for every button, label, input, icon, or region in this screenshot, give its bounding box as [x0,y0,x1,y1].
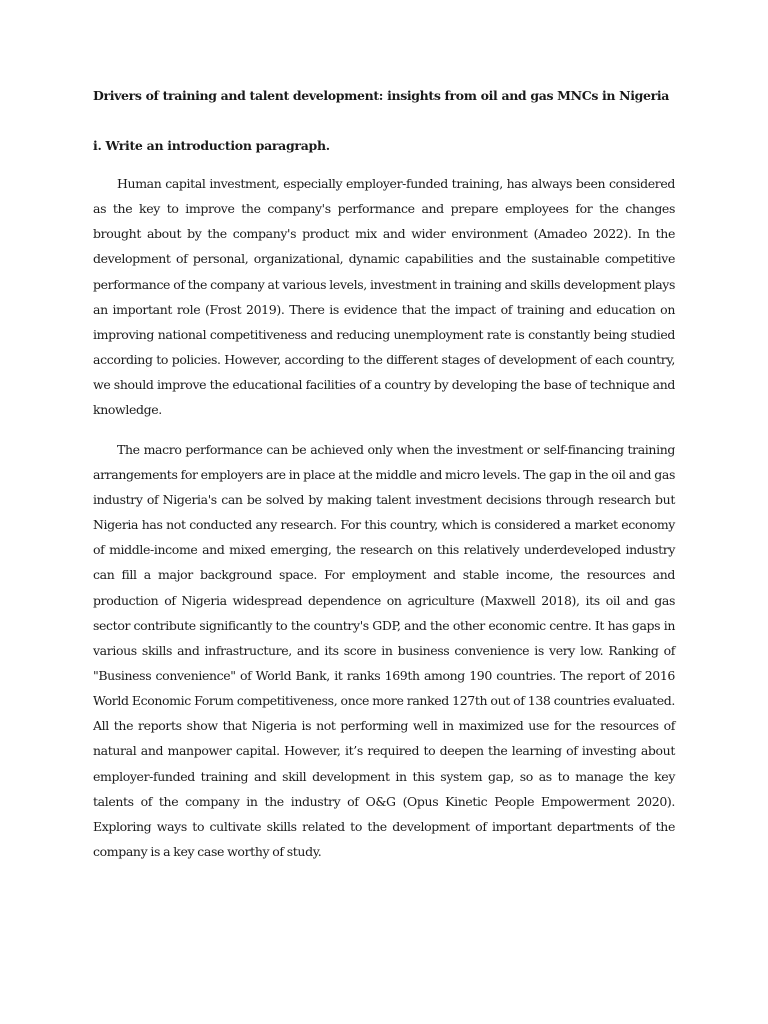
question-heading: i. Write an introduction paragraph. [93,138,330,153]
paragraph-1: Human capital investment, especially employer-funded training, has always been considered as the key to improve the company's performance and prepare employees for the changes brought about by the company's product mix and wider environment (Amadeo 2022). In the development of personal, organizational, dynamic capabilities and the sustainable competitive performance of the company at various levels, investment in training and skills development plays an important role (Frost 2019). There is evidence that the impact of training and education on improving national competitiveness and reducing unemployment rate is constantly being studied according to policies. However, according to the different stages of development of each country, we should improve the educational facilities of a country by developing the base of technique and knowledge. [93,176,675,418]
paragraph-2: The macro performance can be achieved only when the investment or self-financing training arrangements for employers are in place at the middle and micro levels. The gap in the oil and gas industry of Nigeria's can be solved by making talent investment decisions through research but Nigeria has not conducted any research. For this country, which is considered a market economy of middle-income and mixed emerging, the research on this relatively underdeveloped industry can fill a major background space. For employment and stable income, the resources and production of Nigeria widespread dependence on agriculture (Maxwell 2018), its oil and gas sector contribute significantly to the country's GDP, and the other economic centre. It has gaps in various skills and infrastructure, and its score in business convenience is very low. Ranking of "Business convenience" of World Bank, it ranks 169th among 190 countries. The report of 2016 World Economic Forum competitiveness, once more ranked 127th out of 138 countries evaluated. All the reports show that Nigeria is not performing well in maximized use for the resources of natural and manpower capital. However, it’s required to deepen the learning of investing about employer-funded training and skill development in this system gap, so as to manage the key talents of the company in the industry of O&G (Opus Kinetic People Empowerment 2020). Exploring ways to cultivate skills related to the development of important departments of the company is a key case worthy of study. [93,441,675,860]
document-page [93,88,675,864]
document-title: Drivers of training and talent development: insights from oil and gas MNCs in Nigeria [93,88,669,103]
